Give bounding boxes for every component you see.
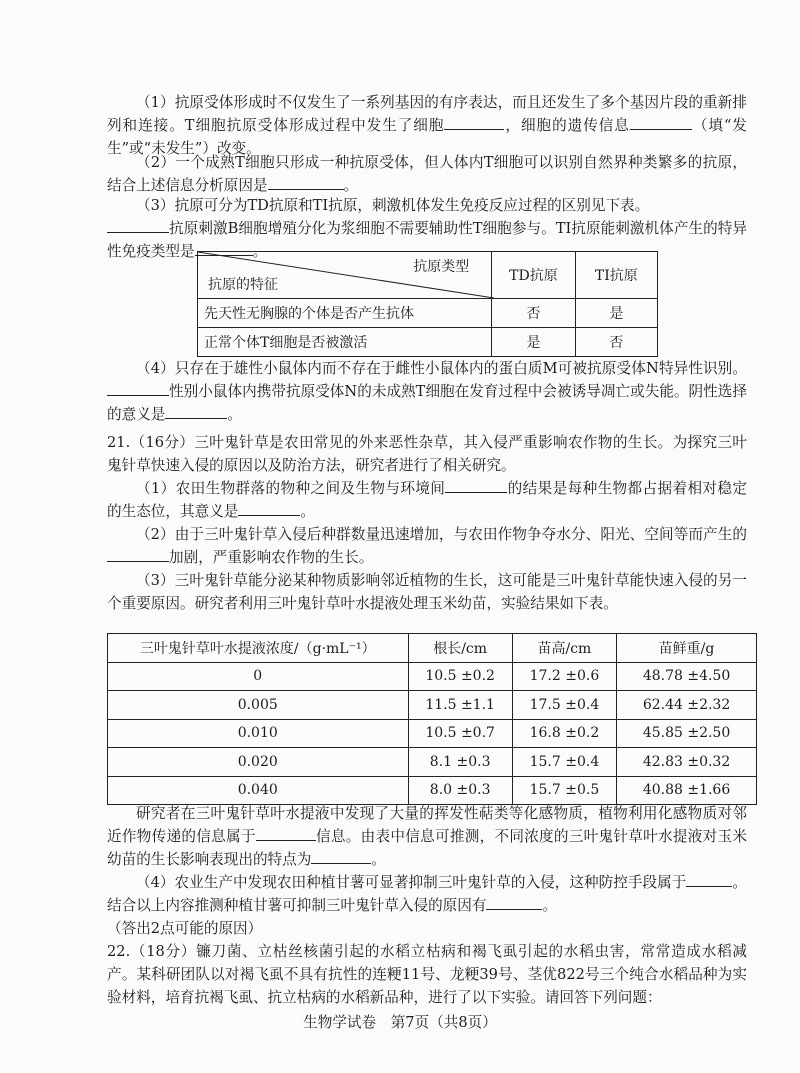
answer-blank[interactable] [630,115,692,130]
q21-part3-after: 研究者在三叶鬼针草叶水提液中发现了大量的挥发性萜类等化感物质，植物利用化感物质对邻近作物传递的信息属于 信息。由表中信息可推测，不同浓度的三叶鬼针草叶水提液对玉米幼苗的生长影响表现出的特点为 。 [107,805,747,869]
table-cell: 17.5 ±0.4 [512,691,616,720]
q20-part3-cont: 抗原刺激B细胞增殖分化为浆细胞不需要辅助性T细胞参与。TI抗原能刺激机体产生的特异性免疫类型是 。 [107,220,747,261]
table-cell: 62.44 ±2.32 [617,691,757,720]
page-footer: 生物学试卷 第7页（共8页） [303,1014,497,1031]
table-cell: 0.010 [108,719,409,748]
table-cell: 15.7 ±0.4 [512,748,616,777]
table-row [108,662,757,691]
q21-part2: （2）由于三叶鬼针草入侵后种群数量迅速增加，与农田作物争夺水分、阳光、空间等而产生的加剧，严重影响农作物的生长。 [107,523,747,569]
corner-top-label: 抗原类型 [413,259,470,275]
answer-blank[interactable] [238,501,300,516]
table-row [108,719,757,748]
table-cell: 正常个体T细胞是否被激活 [198,328,492,357]
q22-intro: 22.（18分）镰刀菌、立枯丝核菌引起的水稻立枯病和褐飞虱引起的水稻虫害，常常造成水稻减产。某科研团队以对褐飞虱不具有抗性的连粳11号、龙粳39号、茎优822号三个纯合水稻品种为实验材料，培育抗褐飞虱、抗立枯病的水稻新品种，进行了以下实验。请回答下列问题： [107,943,747,1007]
table-cell: 10.5 ±0.2 [408,662,512,691]
table-header-row [108,634,757,663]
answer-blank[interactable] [445,478,507,493]
table-cell: 否 [575,328,657,357]
table-cell: 45.85 ±2.50 [617,719,757,748]
table-cell: 0.040 [108,776,409,805]
answer-blank[interactable] [107,218,169,233]
table-row [108,691,757,720]
column-header: 苗高/cm [512,634,616,663]
table-cell: 10.5 ±0.7 [408,719,512,748]
column-header: 苗鲜重/g [617,634,757,663]
table-cell: 8.1 ±0.3 [408,748,512,777]
column-header: 根长/cm [408,634,512,663]
table-cell: 0.005 [108,691,409,720]
q21-part4: （4）农业生产中发现农田种植甘薯可显著抑制三叶鬼针草的入侵，这种防控手段属于 。结合以上内容推测种植甘薯可抑制三叶鬼针草入侵的原因有 。 （答出2点可能的原因） [107,874,747,938]
q20-part1: （1）抗原受体形成时不仅发生了一系列基因的有序表达，而且还发生了多个基因片段的重新排列和连接。T细胞抗原受体形成过程中发生了细胞 ，细胞的遗传信息 （填“发生”或“未发生”）改变。 [107,94,747,158]
q20-part4: （4）只存在于雄性小鼠体内而不存在于雌性小鼠体内的蛋白质M可被抗原受体N特异性识别。性别小鼠体内携带抗原受体N的未成熟T细胞在发育过程中会被诱导凋亡或失能。阴性选择的意义是 。 [107,360,747,424]
table-cell: 先天性无胸腺的个体是否产生抗体 [198,299,492,328]
table-row [198,299,658,328]
q20-part3: （3）抗原可分为TD抗原和TI抗原，刺激机体发生免疫反应过程的区别见下表。 [136,197,650,214]
table-cell: 42.83 ±0.32 [617,748,757,777]
q21-intro: 21.（16分）三叶鬼针草是农田常见的外来恶性杂草，其入侵严重影响农作物的生长。为探究三叶鬼针草快速入侵的原因以及防治方法，研究者进行了相关研究。 [107,434,747,475]
answer-blank[interactable] [686,872,732,887]
table-cell: 16.8 ±0.2 [512,719,616,748]
table-row [108,748,757,777]
answer-blank[interactable] [107,381,169,396]
table-cell: 11.5 ±1.1 [408,691,512,720]
answer-blank[interactable] [486,895,542,910]
table-cell: 40.88 ±1.66 [617,776,757,805]
table-cell: 17.2 ±0.6 [512,662,616,691]
answer-blank[interactable] [268,175,344,190]
answer-blank[interactable] [444,115,504,130]
antigen-table [197,251,658,357]
table-corner-cell [198,252,492,299]
column-header: TI抗原 [575,252,657,299]
q20-part2: （2）一个成熟T细胞只形成一种抗原受体，但人体内T细胞可以识别自然界种类繁多的抗原，结合上述信息分析原因是 。 [107,154,747,195]
table-cell: 15.7 ±0.5 [512,776,616,805]
column-header: 三叶鬼针草叶水提液浓度/（g·mL⁻¹） [108,634,409,663]
answer-blank[interactable] [165,404,227,419]
answer-blank[interactable] [311,849,371,864]
q21-part3: （3）三叶鬼针草能分泌某种物质影响邻近植物的生长，这可能是三叶鬼针草能快速入侵的另一个重要原因。研究者利用三叶鬼针草叶水提液处理玉米幼苗，实验结果如下表。 [107,572,747,613]
answer-note: （答出2点可能的原因） [107,920,263,938]
table-cell: 48.78 ±4.50 [617,662,757,691]
extract-table [107,633,757,805]
table-cell: 否 [492,299,575,328]
answer-blank[interactable] [256,826,316,841]
table-row [108,776,757,805]
corner-bottom-label: 抗原的特征 [208,277,278,293]
table-row [198,328,658,357]
q21-part1: （1）农田生物群落的物种之间及生物与环境间 的结果是每种生物都占据着相对稳定的生态位，其意义是 。 [107,480,747,521]
column-header: TD抗原 [492,252,575,299]
table-cell: 是 [575,299,657,328]
table-cell: 8.0 ±0.3 [408,776,512,805]
table-cell: 0.020 [108,748,409,777]
table-cell: 0 [108,662,409,691]
answer-blank[interactable] [107,547,169,562]
table-cell: 是 [492,328,575,357]
